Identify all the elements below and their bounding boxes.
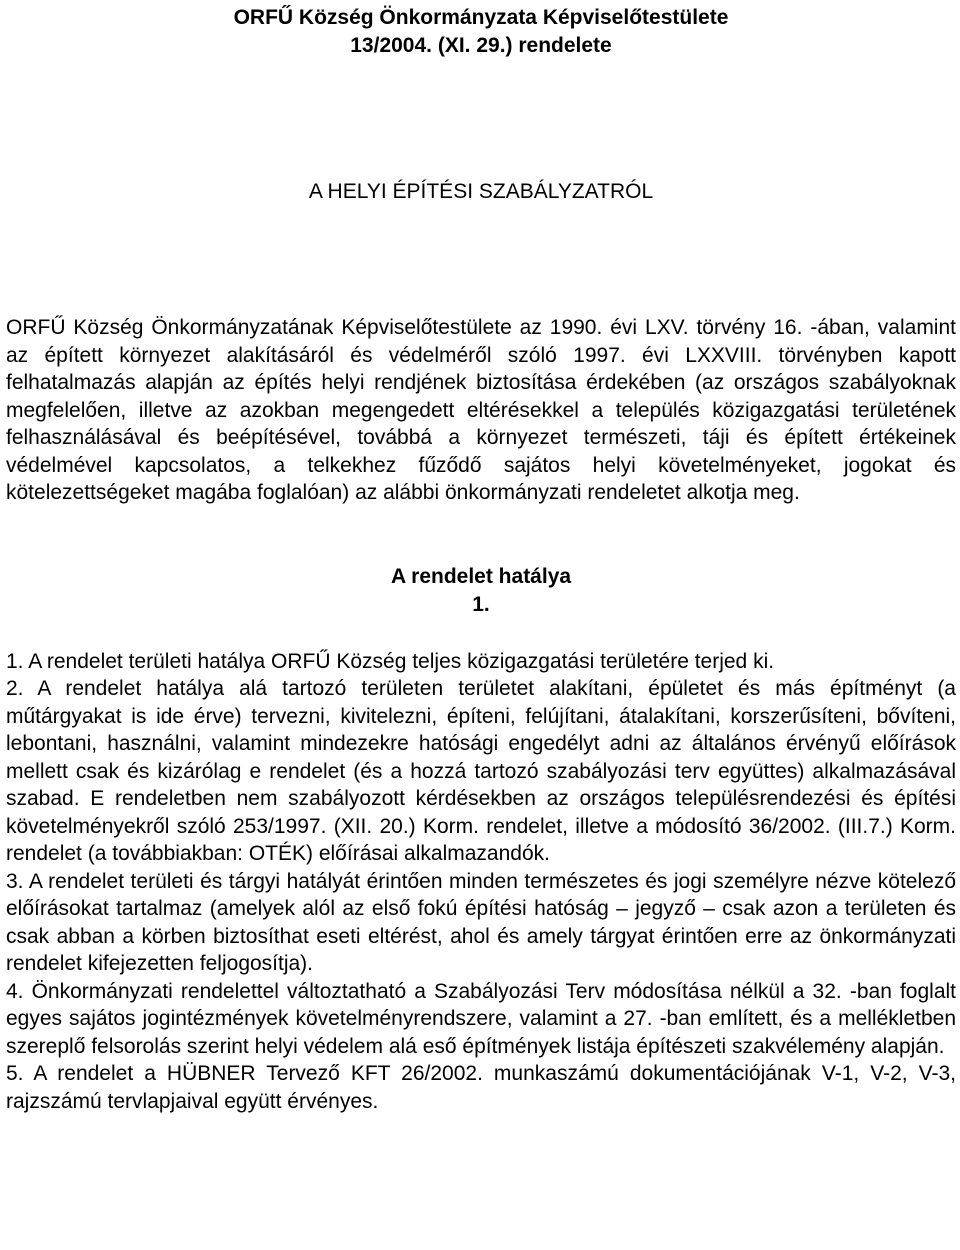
section-title: A rendelet hatálya: [390, 564, 572, 588]
document-page: [6, 4, 956, 1115]
preamble-paragraph: ORFŰ Község Önkormányzatának Képviselőtestülete az 1990. évi LXV. törvény 16. -ában, valamint az épített környezet alakításáról és védelméről szóló 1997. évi LXXVIII. törvényben kapott felhatalmazás alapján az építés helyi rendjének biztosítása érdekében (az országos szabályoknak megfelelően, illetve az azokban megengedett eltérésekkel a település közigazgatási területének felhasználásával és beépítésével, továbbá a környezet természeti, táji és épített értékeinek védelmével kapcsolatos, a telkekhez fűződő sajátos helyi követelményeket, jogokat és kötelezettségeket magába foglalóan) az alábbi önkormányzati rendeletet alkotja meg.: [6, 316, 956, 504]
section-number: 1.: [472, 592, 490, 616]
header-line-2: 13/2004. (XI. 29.) rendelete: [350, 34, 612, 57]
document-header: [6, 4, 956, 60]
list-item: 4. Önkormányzati rendelettel változtatható a Szabályozási Terv módosítása nélkül a 32. -ban foglalt egyes sajátos jogintézmények követelményrendszere, valamint a 27. -ban említett, és a mellékletben szereplő felsorolás szerint helyi védelem alá eső építmények listája építészeti szakvélemény alapján.: [6, 979, 956, 1058]
list-item: 2. A rendelet hatálya alá tartozó területen területet alakítani, épületet és más építményt (a műtárgyakat is ide érve) tervezni, kivitelezni, építeni, felújítani, átalakítani, korszerűsíteni, bővíteni, lebontani, használni, valamint mindezekre hatósági engedélyt adni az általános érvényű előírások mellett csak és kizárólag e rendelet (és a hozzá tartozó szabályozási terv együttes) alkalmazásával szabad. E rendeletben nem szabályozott kérdésekben az országos településrendezési és építési követelményekről szóló 253/1997. (XII. 20.) Korm. rendelet, illetve a módosító 36/2002. (III.7.) Korm. rendelet (a továbbiakban: OTÉK) előírásai alkalmazandók.: [6, 677, 956, 865]
list-item: 1. A rendelet területi hatálya ORFŰ Község teljes közigazgatási területére terjed ki.: [6, 649, 775, 673]
document-subtitle: A HELYI ÉPÍTÉSI SZABÁLYZATRÓL: [308, 180, 654, 203]
list-item: 3. A rendelet területi és tárgyi hatályát érintően minden természetes és jogi személyre nézve kötelező előírásokat tartalmaz (amelyek alól az első fokú építési hatóság – jegyző – csak azon a területen és csak abban a körben biztosíthat eseti eltérést, ahol és amely tárgyat érintően erre az önkormányzati rendelet kifejezetten feljogosítja).: [6, 869, 956, 975]
header-line-1: ORFŰ Község Önkormányzata Képviselőtestülete: [233, 6, 729, 29]
section-items: [6, 648, 956, 1116]
list-item: 5. A rendelet a HÜBNER Tervező KFT 26/2002. munkaszámú dokumentációjának V-1, V-2, V-3, rajzszámú tervlapjaival együtt érvényes.: [6, 1062, 956, 1113]
